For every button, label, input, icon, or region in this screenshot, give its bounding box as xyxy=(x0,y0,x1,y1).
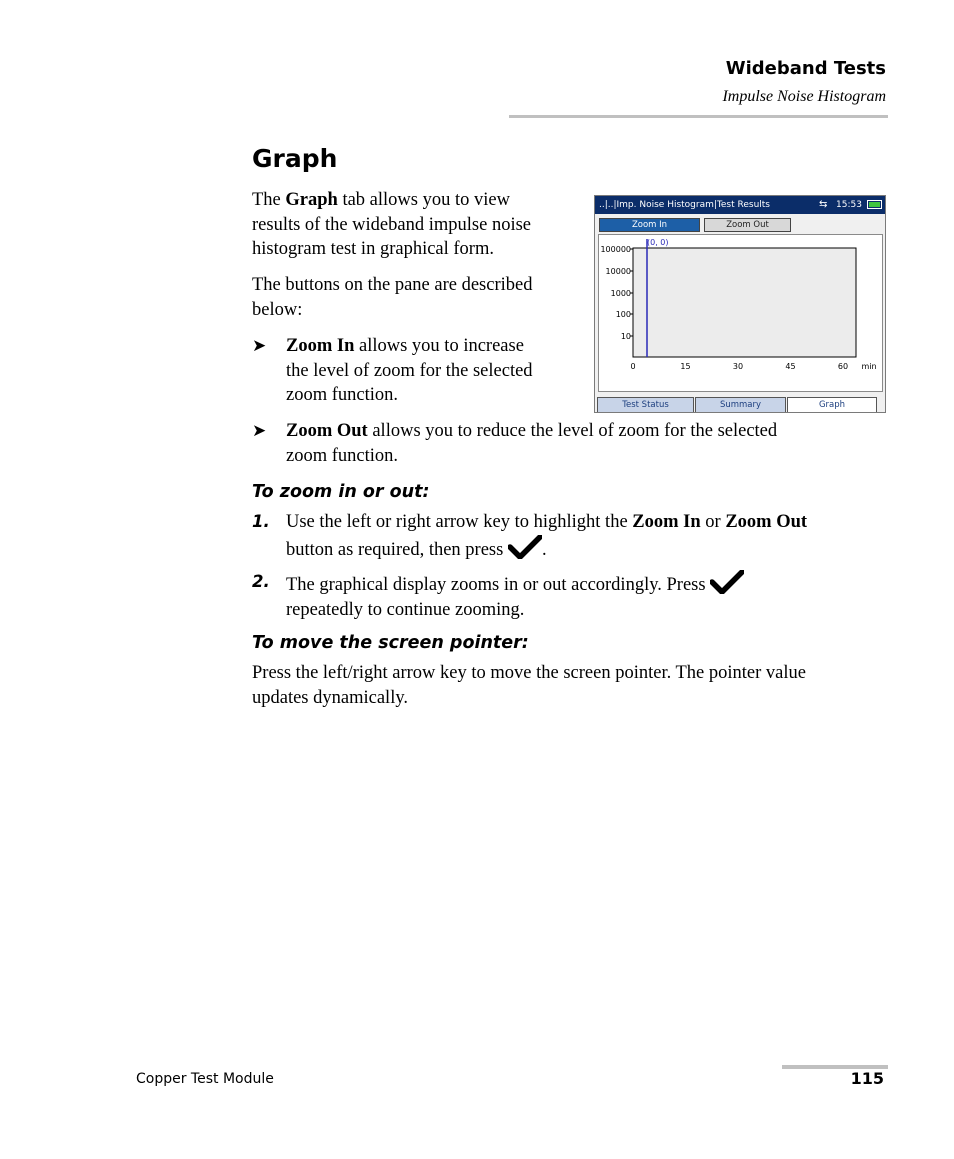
section-heading: Graph xyxy=(252,144,338,173)
zoom-in-button[interactable]: Zoom In xyxy=(599,218,700,232)
bullet-arrow-icon: ➤ xyxy=(252,336,267,355)
tab-summary[interactable]: Summary xyxy=(695,397,786,413)
step-text-part: Use the left or right arrow key to highlight the xyxy=(286,512,633,532)
bullet-zoom-out xyxy=(252,419,892,469)
procedure-title-pointer: To move the screen pointer: xyxy=(252,633,529,653)
y-tick-label: 100000 xyxy=(600,245,631,254)
buttons-text: below: xyxy=(252,299,303,320)
step-text xyxy=(286,510,886,562)
bullet-zoom-in xyxy=(252,334,592,409)
x-tick-label: 15 xyxy=(680,362,691,371)
procedure-title-zoom: To zoom in or out: xyxy=(252,482,430,502)
zoom-out-button[interactable]: Zoom Out xyxy=(704,218,791,232)
checkmark-icon xyxy=(508,535,542,559)
step-2 xyxy=(252,570,892,620)
step-text-part: or xyxy=(700,512,726,532)
intro-text: The xyxy=(252,190,286,210)
step-number: 2. xyxy=(252,572,270,591)
x-tick-label: 45 xyxy=(785,362,796,371)
intro-text: histogram test in graphical form. xyxy=(252,239,494,259)
footer-module-name: Copper Test Module xyxy=(136,1071,274,1087)
tab-graph[interactable]: Graph xyxy=(787,397,877,413)
running-header-title: Wideband Tests xyxy=(725,58,886,79)
bullet-text xyxy=(286,419,886,468)
buttons-paragraph xyxy=(252,273,587,322)
pointer-text: updates dynamically. xyxy=(252,687,409,708)
step-bold-zoom-out: Zoom Out xyxy=(725,512,808,532)
y-tick-label: 10000 xyxy=(605,267,631,276)
step-text-part: . xyxy=(541,539,547,560)
step-bold-zoom-in: Zoom In xyxy=(632,512,701,532)
intro-text: results of the wideband impulse noise xyxy=(252,214,531,235)
device-title-bar xyxy=(595,196,885,214)
x-tick-label: 60 xyxy=(837,362,849,371)
tab-test-status[interactable]: Test Status xyxy=(597,397,694,413)
buttons-text: The buttons on the pane are described xyxy=(252,275,533,295)
running-header-subtitle: Impulse Noise Histogram xyxy=(722,88,886,105)
x-unit-label: min xyxy=(861,362,877,371)
intro-bold-graph: Graph xyxy=(285,190,338,210)
device-title: ..|..|Imp. Noise Histogram|Test Results xyxy=(599,200,770,210)
pointer-label: (0, 0) xyxy=(647,238,669,247)
battery-icon xyxy=(867,200,882,209)
swap-icon: ⇆ xyxy=(819,199,828,210)
intro-paragraph xyxy=(252,188,582,262)
step-text-part: repeatedly to continue zooming. xyxy=(286,599,525,620)
bullet-bold: Zoom In xyxy=(286,336,355,356)
y-tick-label: 100 xyxy=(615,310,631,319)
step-text xyxy=(286,570,886,622)
device-clock: 15:53 xyxy=(836,200,862,210)
pointer-paragraph xyxy=(252,661,892,710)
y-tick-label: 10 xyxy=(620,332,631,341)
x-tick-label: 0 xyxy=(630,362,636,371)
checkmark-icon xyxy=(710,570,744,594)
page-number: 115 xyxy=(850,1069,884,1088)
plot-frame xyxy=(633,248,856,357)
bullet-rest: allows you to increase xyxy=(354,336,524,356)
graph-pane xyxy=(598,234,883,392)
y-tick-label: 1000 xyxy=(610,289,631,298)
step-text-part: button as required, then press xyxy=(286,539,508,560)
bullet-line: zoom function. xyxy=(286,445,399,466)
bullet-text xyxy=(286,334,533,408)
bullet-arrow-icon: ➤ xyxy=(252,421,267,440)
pointer-text: Press the left/right arrow key to move the screen pointer. The pointer value xyxy=(252,663,806,683)
x-tick-label: 30 xyxy=(732,362,744,371)
bullet-rest: allows you to reduce the level of zoom for the selected xyxy=(367,421,778,441)
step-number: 1. xyxy=(252,512,270,531)
header-rule xyxy=(509,115,888,118)
bullet-line: zoom function. xyxy=(286,385,399,405)
step-text-part: The graphical display zooms in or out accordingly. Press xyxy=(286,575,711,595)
bullet-line: the level of zoom for the selected xyxy=(286,360,533,381)
device-screenshot xyxy=(594,195,886,413)
step-1 xyxy=(252,510,892,560)
histogram-chart xyxy=(599,235,882,391)
bullet-bold: Zoom Out xyxy=(286,421,368,441)
intro-text: tab allows you to view xyxy=(337,190,510,210)
